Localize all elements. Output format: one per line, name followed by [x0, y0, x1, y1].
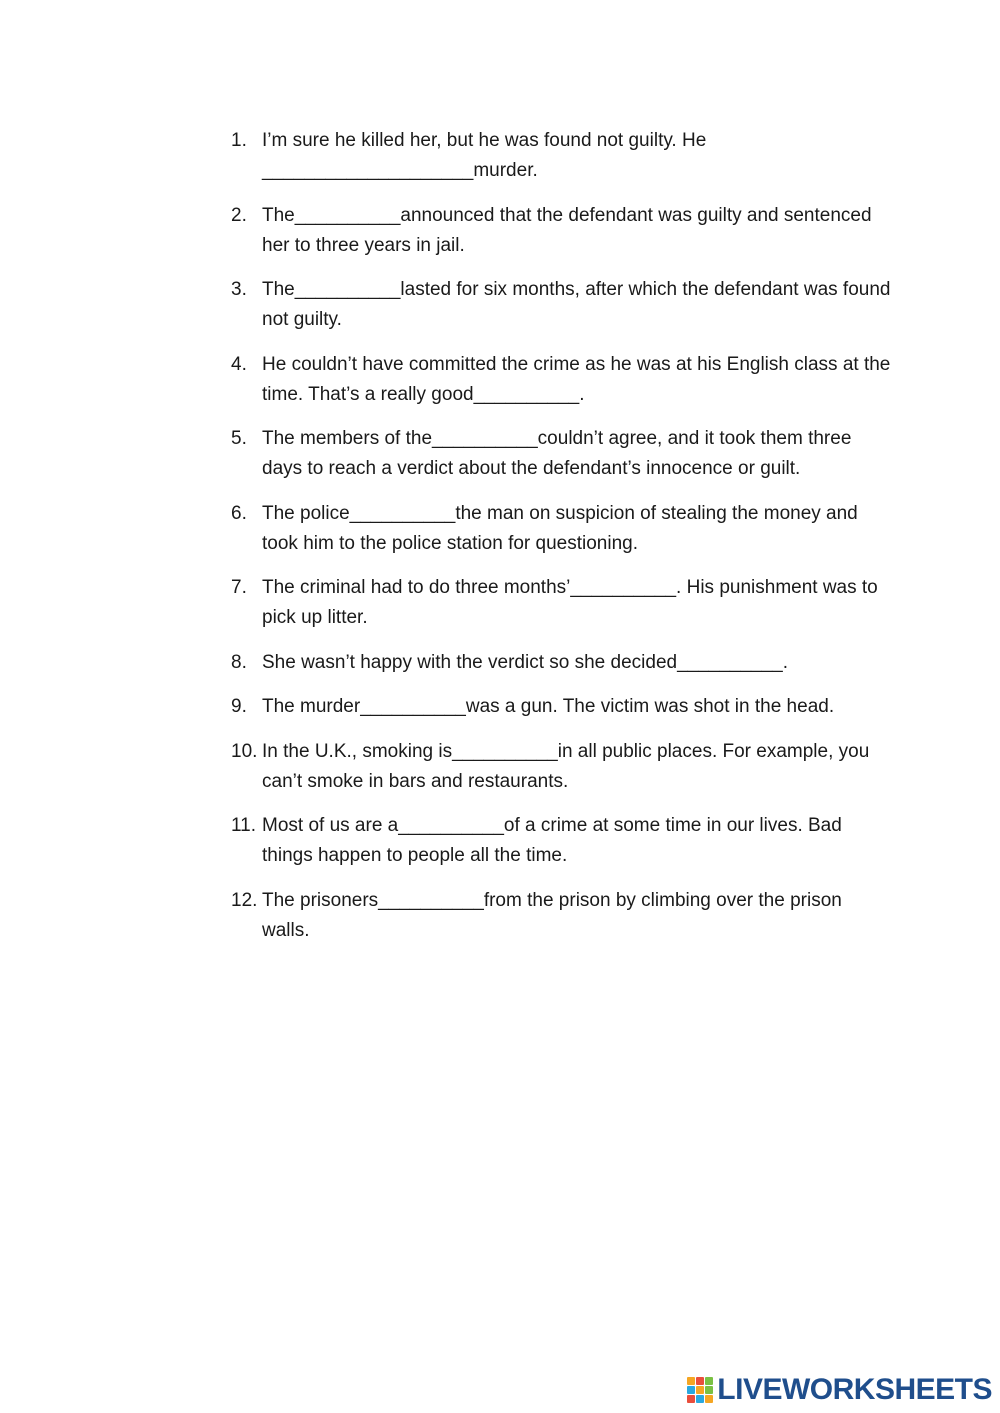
question-10 [231, 737, 891, 797]
logo-tile [705, 1395, 713, 1403]
question-6 [231, 499, 891, 559]
question-text: The prisoners__________from the prison by climbing over the prison walls. [262, 889, 848, 941]
question-text: The criminal had to do three months’__________. His punishment was to pick up litter. [262, 577, 884, 628]
logo-tile [705, 1377, 713, 1385]
question-3 [231, 275, 896, 335]
logo-tile [696, 1386, 704, 1394]
question-text: In the U.K., smoking is__________in all public places. For example, you can’t smoke in bars and restaurants. [262, 740, 875, 792]
logo-tile [687, 1377, 695, 1385]
logo-tile [687, 1386, 695, 1394]
brand-name: LIVEWORKSHEETS [717, 1373, 992, 1406]
question-text: He couldn’t have committed the crime as he was at his English class at the time. That’s a really good__________. [262, 353, 896, 405]
question-number: 1. [231, 130, 247, 151]
question-text: I’m sure he killed her, but he was found not guilty. He ____________________murder. [262, 130, 707, 181]
question-number: 12. [231, 889, 258, 911]
question-4 [231, 350, 896, 410]
question-text: The police__________the man on suspicion of stealing the money and took him to the police station for questioning. [262, 502, 864, 554]
question-8 [231, 648, 891, 678]
question-text: The members of the__________couldn’t agree, and it took them three days to reach a verdict about the defendant’s innocence or guilt. [262, 428, 857, 479]
question-number: 9. [231, 696, 247, 717]
question-number: 8. [231, 651, 247, 673]
question-number: 6. [231, 502, 247, 524]
question-number: 4. [231, 353, 247, 375]
logo-tile [705, 1386, 713, 1394]
question-number: 7. [231, 577, 247, 598]
logo-tile [687, 1395, 695, 1403]
question-number: 5. [231, 428, 247, 449]
question-number: 11. [231, 815, 257, 836]
question-number: 10. [231, 740, 258, 762]
question-5 [231, 424, 891, 484]
liveworksheets-logo-icon [687, 1377, 713, 1403]
logo-tile [696, 1395, 704, 1403]
question-number: 2. [231, 204, 247, 226]
question-11 [231, 811, 891, 871]
question-text: The murder__________was a gun. The victim was shot in the head. [262, 696, 835, 717]
worksheet [231, 126, 896, 960]
question-number: 3. [231, 279, 247, 300]
question-text: She wasn’t happy with the verdict so she decided__________. [262, 651, 789, 673]
question-1 [231, 126, 891, 186]
question-9 [231, 692, 891, 722]
question-text: The__________lasted for six months, after which the defendant was found not guilty. [262, 279, 896, 330]
question-12 [231, 886, 891, 946]
liveworksheets-brand [687, 1373, 992, 1407]
question-2 [231, 201, 891, 261]
question-text: Most of us are a__________of a crime at some time in our lives. Bad things happen to people all the time. [262, 815, 848, 866]
logo-tile [696, 1377, 704, 1385]
question-7 [231, 573, 891, 633]
question-text: The__________announced that the defendant was guilty and sentenced her to three years in jail. [262, 204, 877, 256]
